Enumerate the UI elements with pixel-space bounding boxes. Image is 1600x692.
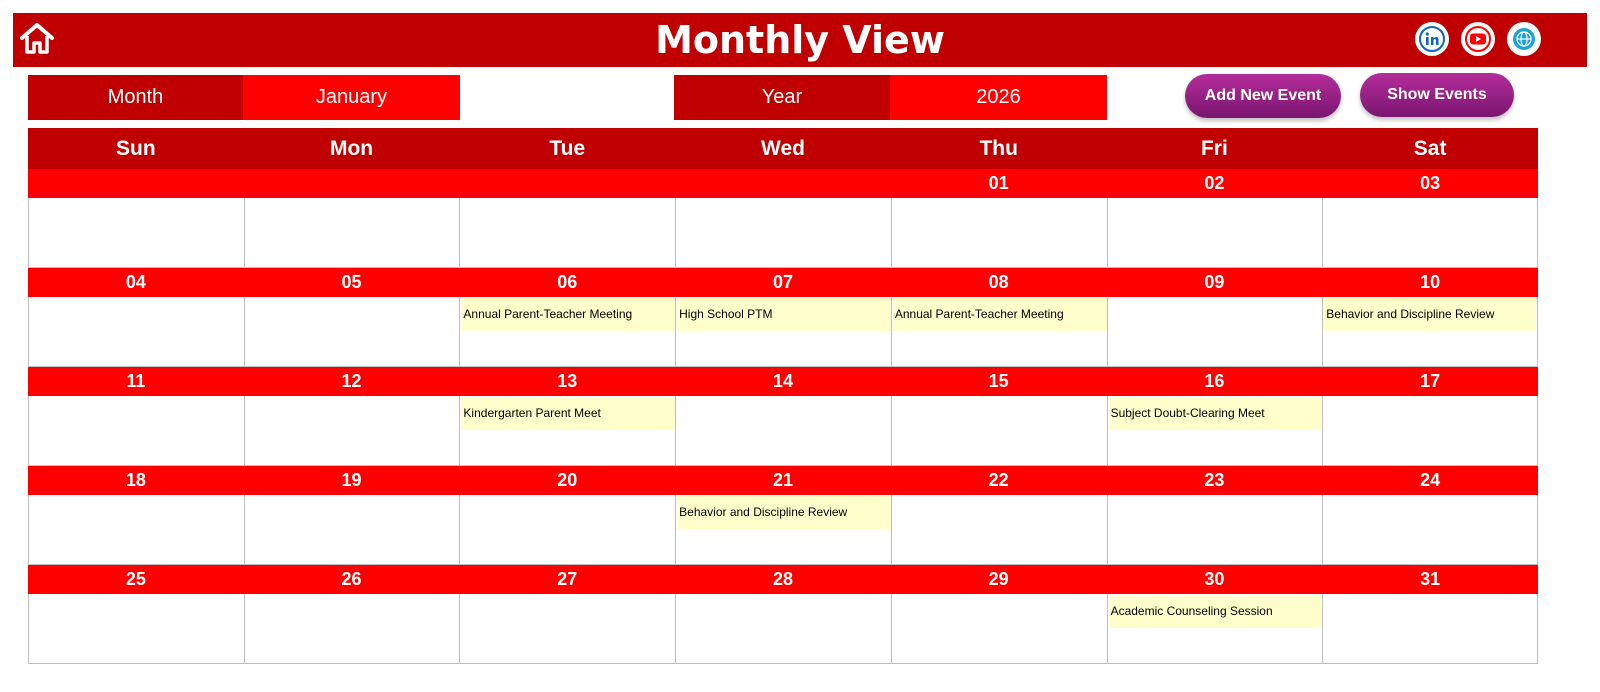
weekday-thu: Thu (979, 137, 1018, 160)
weekday-fri: Fri (1200, 137, 1228, 160)
day-cell[interactable] (1107, 198, 1324, 268)
day-cell[interactable] (1107, 495, 1324, 565)
date-number: 03 (1420, 173, 1441, 193)
event-entry[interactable]: Academic Counseling Session (1109, 595, 1323, 628)
week-row (28, 169, 1538, 268)
date-number: 18 (125, 470, 146, 490)
header-bar (13, 13, 1587, 67)
day-cell[interactable] (1107, 396, 1324, 466)
year-select[interactable]: 2026 (890, 75, 1107, 120)
date-number: 24 (1420, 470, 1441, 490)
day-cell[interactable] (28, 297, 245, 367)
date-number: 28 (772, 569, 793, 589)
year-label: Year (674, 75, 890, 120)
day-cell[interactable] (28, 396, 245, 466)
date-number: 04 (125, 272, 146, 292)
date-number: 16 (1204, 371, 1225, 391)
date-number: 06 (557, 272, 578, 292)
event-entry[interactable]: High School PTM (677, 298, 891, 331)
date-number: 25 (125, 569, 146, 589)
weekday-sun: Sun (116, 137, 156, 160)
date-number: 05 (341, 272, 362, 292)
date-number: 12 (341, 371, 362, 391)
show-events-button[interactable]: Show Events (1360, 73, 1514, 117)
weekday-header (28, 128, 1538, 169)
day-cell[interactable] (1322, 297, 1538, 367)
weekday-tue: Tue (549, 137, 586, 160)
weekday-wed: Wed (761, 137, 805, 160)
day-cell[interactable] (675, 198, 892, 268)
day-cell[interactable] (28, 495, 245, 565)
day-cell[interactable] (459, 396, 676, 466)
date-number: 31 (1420, 569, 1441, 589)
day-cell[interactable] (459, 297, 676, 367)
date-number (244, 169, 460, 198)
day-cell[interactable] (244, 198, 461, 268)
day-cell[interactable] (675, 396, 892, 466)
event-entry[interactable]: Behavior and Discipline Review (677, 496, 891, 529)
date-number (459, 169, 675, 198)
day-cell[interactable] (459, 495, 676, 565)
day-cell[interactable] (891, 594, 1108, 664)
day-cell[interactable] (1322, 396, 1538, 466)
date-number: 01 (988, 173, 1009, 193)
date-number: 17 (1420, 371, 1441, 391)
day-cell[interactable] (244, 594, 461, 664)
week-row (28, 466, 1538, 565)
month-label: Month (28, 75, 243, 120)
day-cell[interactable] (244, 297, 461, 367)
day-cell[interactable] (891, 198, 1108, 268)
date-number: 20 (557, 470, 578, 490)
event-entry[interactable]: Annual Parent-Teacher Meeting (461, 298, 675, 331)
home-icon[interactable] (19, 21, 55, 55)
day-cell[interactable] (891, 495, 1108, 565)
date-number: 14 (772, 371, 793, 391)
day-cell[interactable] (1322, 594, 1538, 664)
date-number: 07 (772, 272, 793, 292)
event-entry[interactable]: Annual Parent-Teacher Meeting (893, 298, 1107, 331)
date-number: 15 (988, 371, 1009, 391)
day-cell[interactable] (244, 396, 461, 466)
day-cell[interactable] (459, 594, 676, 664)
event-entry[interactable]: Kindergarten Parent Meet (461, 397, 675, 430)
day-cell[interactable] (1107, 297, 1324, 367)
month-control (28, 75, 460, 120)
date-number: 22 (988, 470, 1009, 490)
day-cell[interactable] (891, 396, 1108, 466)
date-number (28, 169, 244, 198)
week-row (28, 268, 1538, 367)
date-number: 08 (988, 272, 1009, 292)
page-title: Monthly View (655, 18, 945, 62)
add-new-event-button[interactable]: Add New Event (1185, 74, 1341, 118)
day-cell[interactable] (1322, 198, 1538, 268)
date-number: 30 (1204, 569, 1225, 589)
date-number: 10 (1420, 272, 1441, 292)
year-control (674, 75, 1107, 120)
month-select[interactable]: January (243, 75, 460, 120)
week-row (28, 565, 1538, 664)
day-cell[interactable] (244, 495, 461, 565)
date-number: 13 (557, 371, 578, 391)
youtube-icon[interactable] (1461, 22, 1495, 56)
date-number (675, 169, 891, 198)
linkedin-icon[interactable] (1415, 22, 1449, 56)
weekday-mon: Mon (329, 137, 374, 160)
day-cell[interactable] (1107, 594, 1324, 664)
day-cell[interactable] (28, 198, 245, 268)
globe-icon[interactable] (1507, 22, 1541, 56)
date-number: 27 (557, 569, 578, 589)
event-entry[interactable]: Subject Doubt-Clearing Meet (1109, 397, 1323, 430)
date-number: 09 (1204, 272, 1225, 292)
date-number: 19 (341, 470, 362, 490)
date-number: 21 (772, 470, 793, 490)
date-number: 11 (126, 371, 146, 391)
day-cell[interactable] (675, 594, 892, 664)
week-row (28, 367, 1538, 466)
date-number: 23 (1204, 470, 1225, 490)
weekday-sat: Sat (1413, 137, 1447, 160)
day-cell[interactable] (675, 495, 892, 565)
event-entry[interactable]: Behavior and Discipline Review (1324, 298, 1536, 331)
day-cell[interactable] (1322, 495, 1538, 565)
date-number: 29 (988, 569, 1009, 589)
date-number: 02 (1204, 173, 1225, 193)
day-cell[interactable] (675, 297, 892, 367)
day-cell[interactable] (459, 198, 676, 268)
day-cell[interactable] (891, 297, 1108, 367)
date-number: 26 (341, 569, 362, 589)
day-cell[interactable] (28, 594, 245, 664)
